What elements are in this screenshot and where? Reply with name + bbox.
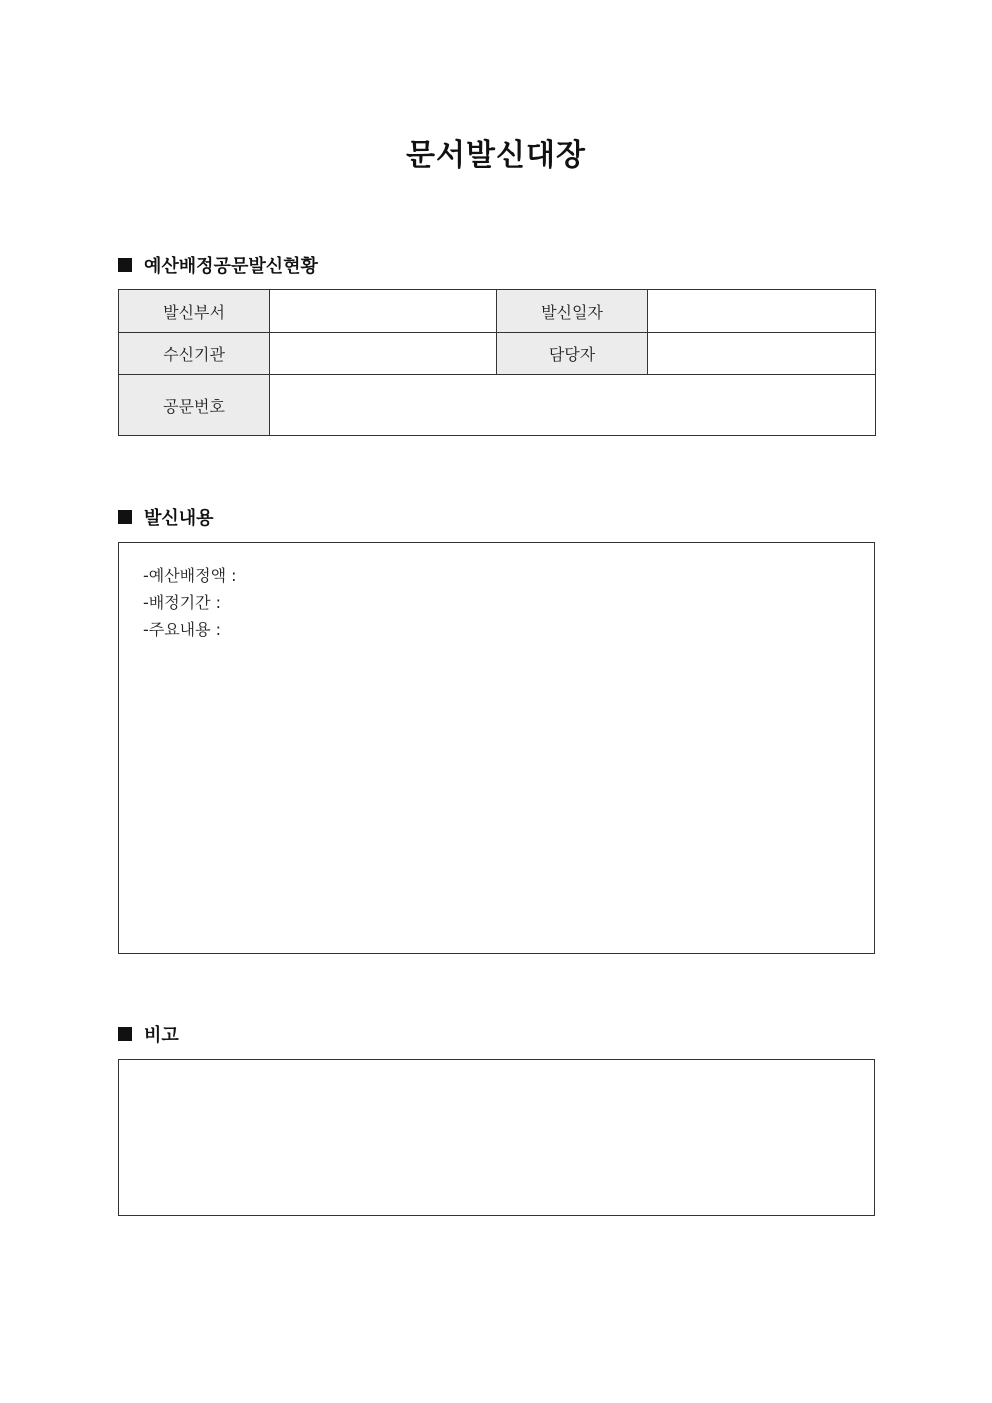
table-row (119, 333, 876, 375)
sending-dept-field[interactable] (270, 290, 497, 333)
section-heading-remarks (118, 1022, 179, 1046)
content-line-allocation-period: -배정기간 : (143, 593, 222, 612)
doc-number-field[interactable] (270, 375, 876, 436)
receiving-org-field[interactable] (270, 333, 497, 375)
content-line-budget-amount: -예산배정액 : (143, 566, 237, 585)
section-heading-remarks-label: 비고 (144, 1025, 179, 1046)
content-line-main-content: -주요내용 : (143, 620, 222, 639)
manager-label: 담당자 (497, 333, 648, 375)
doc-number-label: 공문번호 (119, 375, 270, 436)
send-date-field[interactable] (648, 290, 876, 333)
section-heading-status-label: 예산배정공문발신현황 (144, 256, 318, 277)
status-table (118, 289, 876, 436)
content-box[interactable] (118, 542, 875, 954)
section-heading-content-label: 발신내용 (144, 508, 214, 529)
square-bullet-icon (118, 1027, 132, 1041)
manager-field[interactable] (648, 333, 876, 375)
send-date-label: 발신일자 (497, 290, 648, 333)
section-heading-status (118, 253, 318, 277)
table-row (119, 290, 876, 333)
table-row (119, 375, 876, 436)
square-bullet-icon (118, 258, 132, 272)
document-title: 문서발신대장 (406, 138, 586, 173)
square-bullet-icon (118, 510, 132, 524)
section-heading-content (118, 505, 214, 529)
content-lines (143, 562, 237, 643)
receiving-org-label: 수신기관 (119, 333, 270, 375)
sending-dept-label: 발신부서 (119, 290, 270, 333)
remarks-box[interactable] (118, 1059, 875, 1216)
